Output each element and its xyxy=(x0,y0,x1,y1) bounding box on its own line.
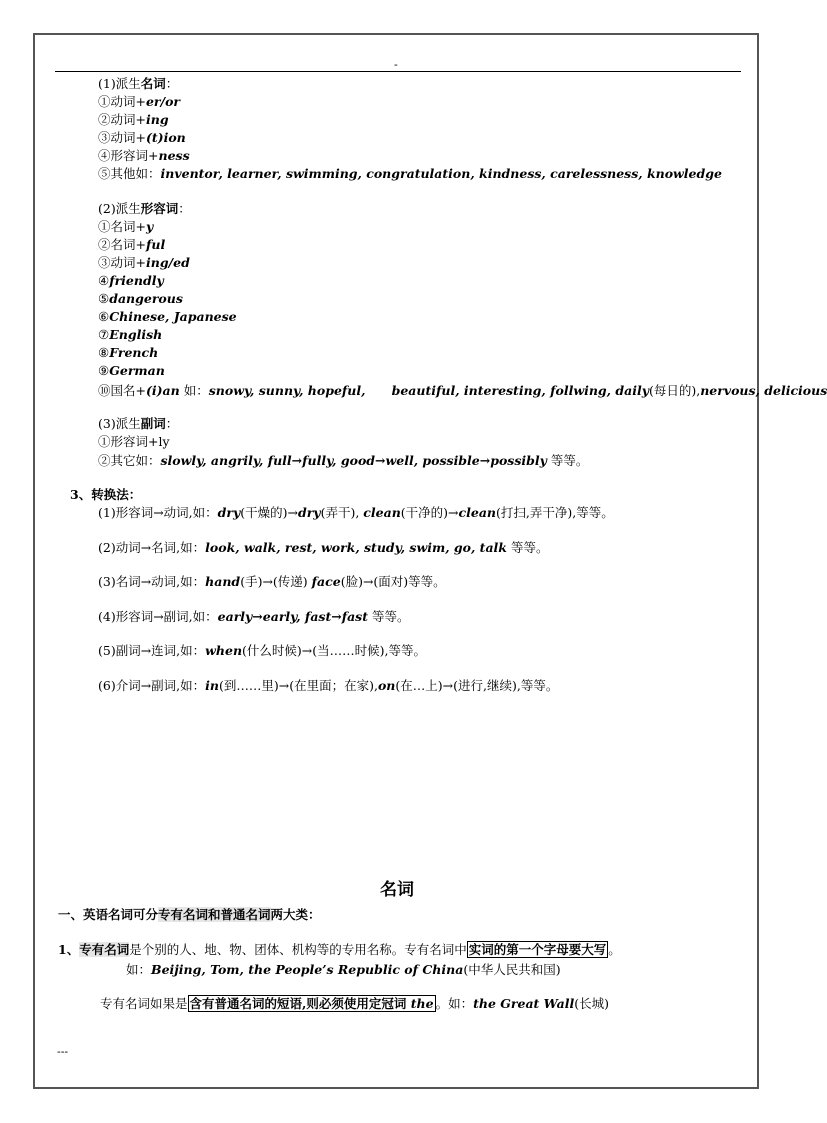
example-text: y xyxy=(145,219,154,234)
rule-label: ①形容词+ly xyxy=(98,434,170,449)
chapter-title: 名词 xyxy=(380,880,414,900)
rule-label: ③动词+ xyxy=(98,130,146,145)
adjective-rule-item xyxy=(98,383,827,399)
example-text: early→early, fast→fast xyxy=(217,608,368,624)
adjective-rule-item xyxy=(98,327,162,343)
text-span: (脸)→(面对)等等。 xyxy=(340,574,446,589)
noun-rule-item xyxy=(98,148,190,164)
example-text: clean xyxy=(458,505,497,520)
text-span: ： xyxy=(165,76,179,91)
rule-label: ①名词+ xyxy=(98,219,146,234)
text-span: (到……里)→(在里面；在家), xyxy=(219,677,378,693)
boxed-rule: 含有普通名词的短语,则必须使用定冠词 the xyxy=(189,996,434,1011)
text-span: (中华人民共和国) xyxy=(463,962,561,977)
text-span: (5)副词→连词,如： xyxy=(98,643,206,658)
text-span: 副词 xyxy=(140,416,166,431)
rule-label: ④形容词+ xyxy=(98,148,159,163)
text-span: 。如： xyxy=(435,996,474,1011)
text-span: (4)形容词→副词,如： xyxy=(98,608,218,624)
proper-noun-example xyxy=(126,962,561,978)
header-rule xyxy=(55,71,741,72)
adverb-rule-item xyxy=(98,434,170,450)
example-text: ing xyxy=(145,112,169,127)
text-span: 名词 xyxy=(140,76,166,91)
nouns-heading xyxy=(98,76,178,92)
footer-mark: --- xyxy=(57,1045,69,1058)
conversion-item xyxy=(98,609,409,625)
noun-categories-heading xyxy=(58,907,321,923)
highlighted-term: 专有名词 xyxy=(79,942,130,957)
rule-label: ⑤ xyxy=(98,291,110,306)
text-span: 3、转换法： xyxy=(70,487,142,502)
example-text: dry xyxy=(297,505,321,520)
example-text: hand xyxy=(205,574,241,589)
example-text: on xyxy=(377,677,396,693)
text-span: ： xyxy=(165,416,179,431)
example-text: (i)an xyxy=(145,383,180,398)
rule-label: ⑥ xyxy=(98,309,110,324)
text-span: 两大类： xyxy=(270,907,321,922)
highlighted-term: 专有名词和普通名词 xyxy=(158,907,271,922)
text-span: (干燥的)→ xyxy=(240,505,298,520)
adjective-rule-item xyxy=(98,273,164,289)
adjective-rule-item xyxy=(98,363,165,379)
proper-noun-article-rule xyxy=(100,996,609,1012)
noun-rule-item xyxy=(98,130,186,146)
example-text: dangerous xyxy=(109,291,183,306)
example-text: (t)ion xyxy=(145,130,186,145)
rule-label: ②名词+ xyxy=(98,237,146,252)
text-span: (长城) xyxy=(574,996,609,1011)
conversion-item xyxy=(98,643,426,659)
example-text: Beijing, Tom, the People’s Republic of China xyxy=(151,962,464,977)
example-text: slowly, angrily, full→fully, good→well, possible→possibly xyxy=(160,453,547,468)
text-span: 一、英语名词可分 xyxy=(58,907,159,922)
example-text: Chinese, Japanese xyxy=(109,309,237,324)
example-text: when xyxy=(205,643,243,658)
rule-label: ④ xyxy=(98,273,110,288)
rule-label: ⑨ xyxy=(98,363,110,378)
conversion-item xyxy=(98,505,614,521)
example-text: dry xyxy=(217,505,241,520)
example-text: in xyxy=(205,677,219,693)
text-span: 等等。 xyxy=(546,453,589,468)
example-text: friendly xyxy=(109,273,164,288)
text-span: (手)→(传递) xyxy=(240,574,312,589)
text-span: 专有名词如果是 xyxy=(100,996,188,1011)
text-span: (3)派生 xyxy=(98,416,141,431)
conversion-heading xyxy=(70,487,141,503)
adjectives-heading xyxy=(98,201,191,217)
rule-label: ⑦ xyxy=(98,327,110,342)
text-span: (6)介词→副词,如： xyxy=(98,677,206,693)
example-text: look, walk, rest, work, study, swim, go, talk xyxy=(205,539,507,555)
text-span: 是个别的人、地、物、团体、机构等的专用名称。专有名词中 xyxy=(129,942,467,957)
text-span: (干净的)→ xyxy=(400,505,459,520)
rule-label: ⑧ xyxy=(98,345,110,360)
conversion-item xyxy=(98,540,548,556)
text-span: (弄干), xyxy=(320,505,364,520)
text-span: 。 xyxy=(608,942,621,957)
conversion-item xyxy=(98,678,558,694)
text-span: 1、 xyxy=(58,942,80,957)
example-text: nervous, delicious xyxy=(700,383,827,398)
example-text: German xyxy=(109,363,165,378)
example-text: face xyxy=(311,574,341,589)
rule-label: ③动词+ xyxy=(98,255,146,270)
text-span: 等等。 xyxy=(506,539,549,555)
noun-rule-item xyxy=(98,94,180,110)
conversion-item xyxy=(98,574,446,590)
proper-noun-definition xyxy=(58,942,621,958)
text-span: (2)动词→名词,如： xyxy=(98,539,206,555)
adverb-rule-item xyxy=(98,453,588,469)
text-span: (每日的), xyxy=(648,383,701,398)
adjective-rule-item xyxy=(98,219,153,235)
rule-label: ②其它如： xyxy=(98,453,161,468)
example-text: er/or xyxy=(145,94,181,109)
text-span: (打扫,弄干净),等等。 xyxy=(496,505,614,520)
text-span: (2)派生 xyxy=(98,201,141,216)
boxed-rule: 实词的第一个字母要大写 xyxy=(468,942,607,957)
text-span: (什么时候)→(当……时候),等等。 xyxy=(242,643,427,658)
rule-label: ①动词+ xyxy=(98,94,146,109)
example-text: ing/ed xyxy=(145,255,190,270)
adjective-rule-item xyxy=(98,291,183,307)
example-text: the xyxy=(410,996,434,1011)
example-text: French xyxy=(109,345,159,360)
example-text: clean xyxy=(363,505,401,520)
text-span: (1)形容词→动词,如： xyxy=(98,505,218,520)
header-mark: - xyxy=(394,58,398,71)
text-span: (1)派生 xyxy=(98,76,141,91)
adjective-rule-item xyxy=(98,345,158,361)
example-text: inventor, learner, swimming, congratulation, kindness, carelessness, knowledge xyxy=(160,166,722,181)
adjective-rule-item xyxy=(98,309,237,325)
text-span: 如： xyxy=(126,962,152,977)
rule-label: ⑤其他如： xyxy=(98,166,161,181)
rule-label: ⑩国名+ xyxy=(98,383,146,398)
text-span: 等等。 xyxy=(368,608,410,624)
noun-rule-item xyxy=(98,166,722,182)
rule-label: ②动词+ xyxy=(98,112,146,127)
adjective-rule-item xyxy=(98,237,165,253)
example-text: snowy, sunny, hopeful, beautiful, interesting, follwing, daily xyxy=(208,383,649,398)
text-span: (3)名词→动词,如： xyxy=(98,574,206,589)
text-span: (在…上)→(进行,继续),等等。 xyxy=(395,677,559,693)
page-border xyxy=(33,33,759,1089)
text-span: 形容词 xyxy=(140,201,179,216)
text-span: 如： xyxy=(179,383,209,398)
adjective-rule-item xyxy=(98,255,190,271)
example-text: the Great Wall xyxy=(473,996,575,1011)
example-text: ness xyxy=(158,148,190,163)
adverbs-heading xyxy=(98,416,178,432)
text-span: ： xyxy=(178,201,191,216)
example-text: English xyxy=(109,327,163,342)
example-text: ful xyxy=(145,237,166,252)
noun-rule-item xyxy=(98,112,169,128)
